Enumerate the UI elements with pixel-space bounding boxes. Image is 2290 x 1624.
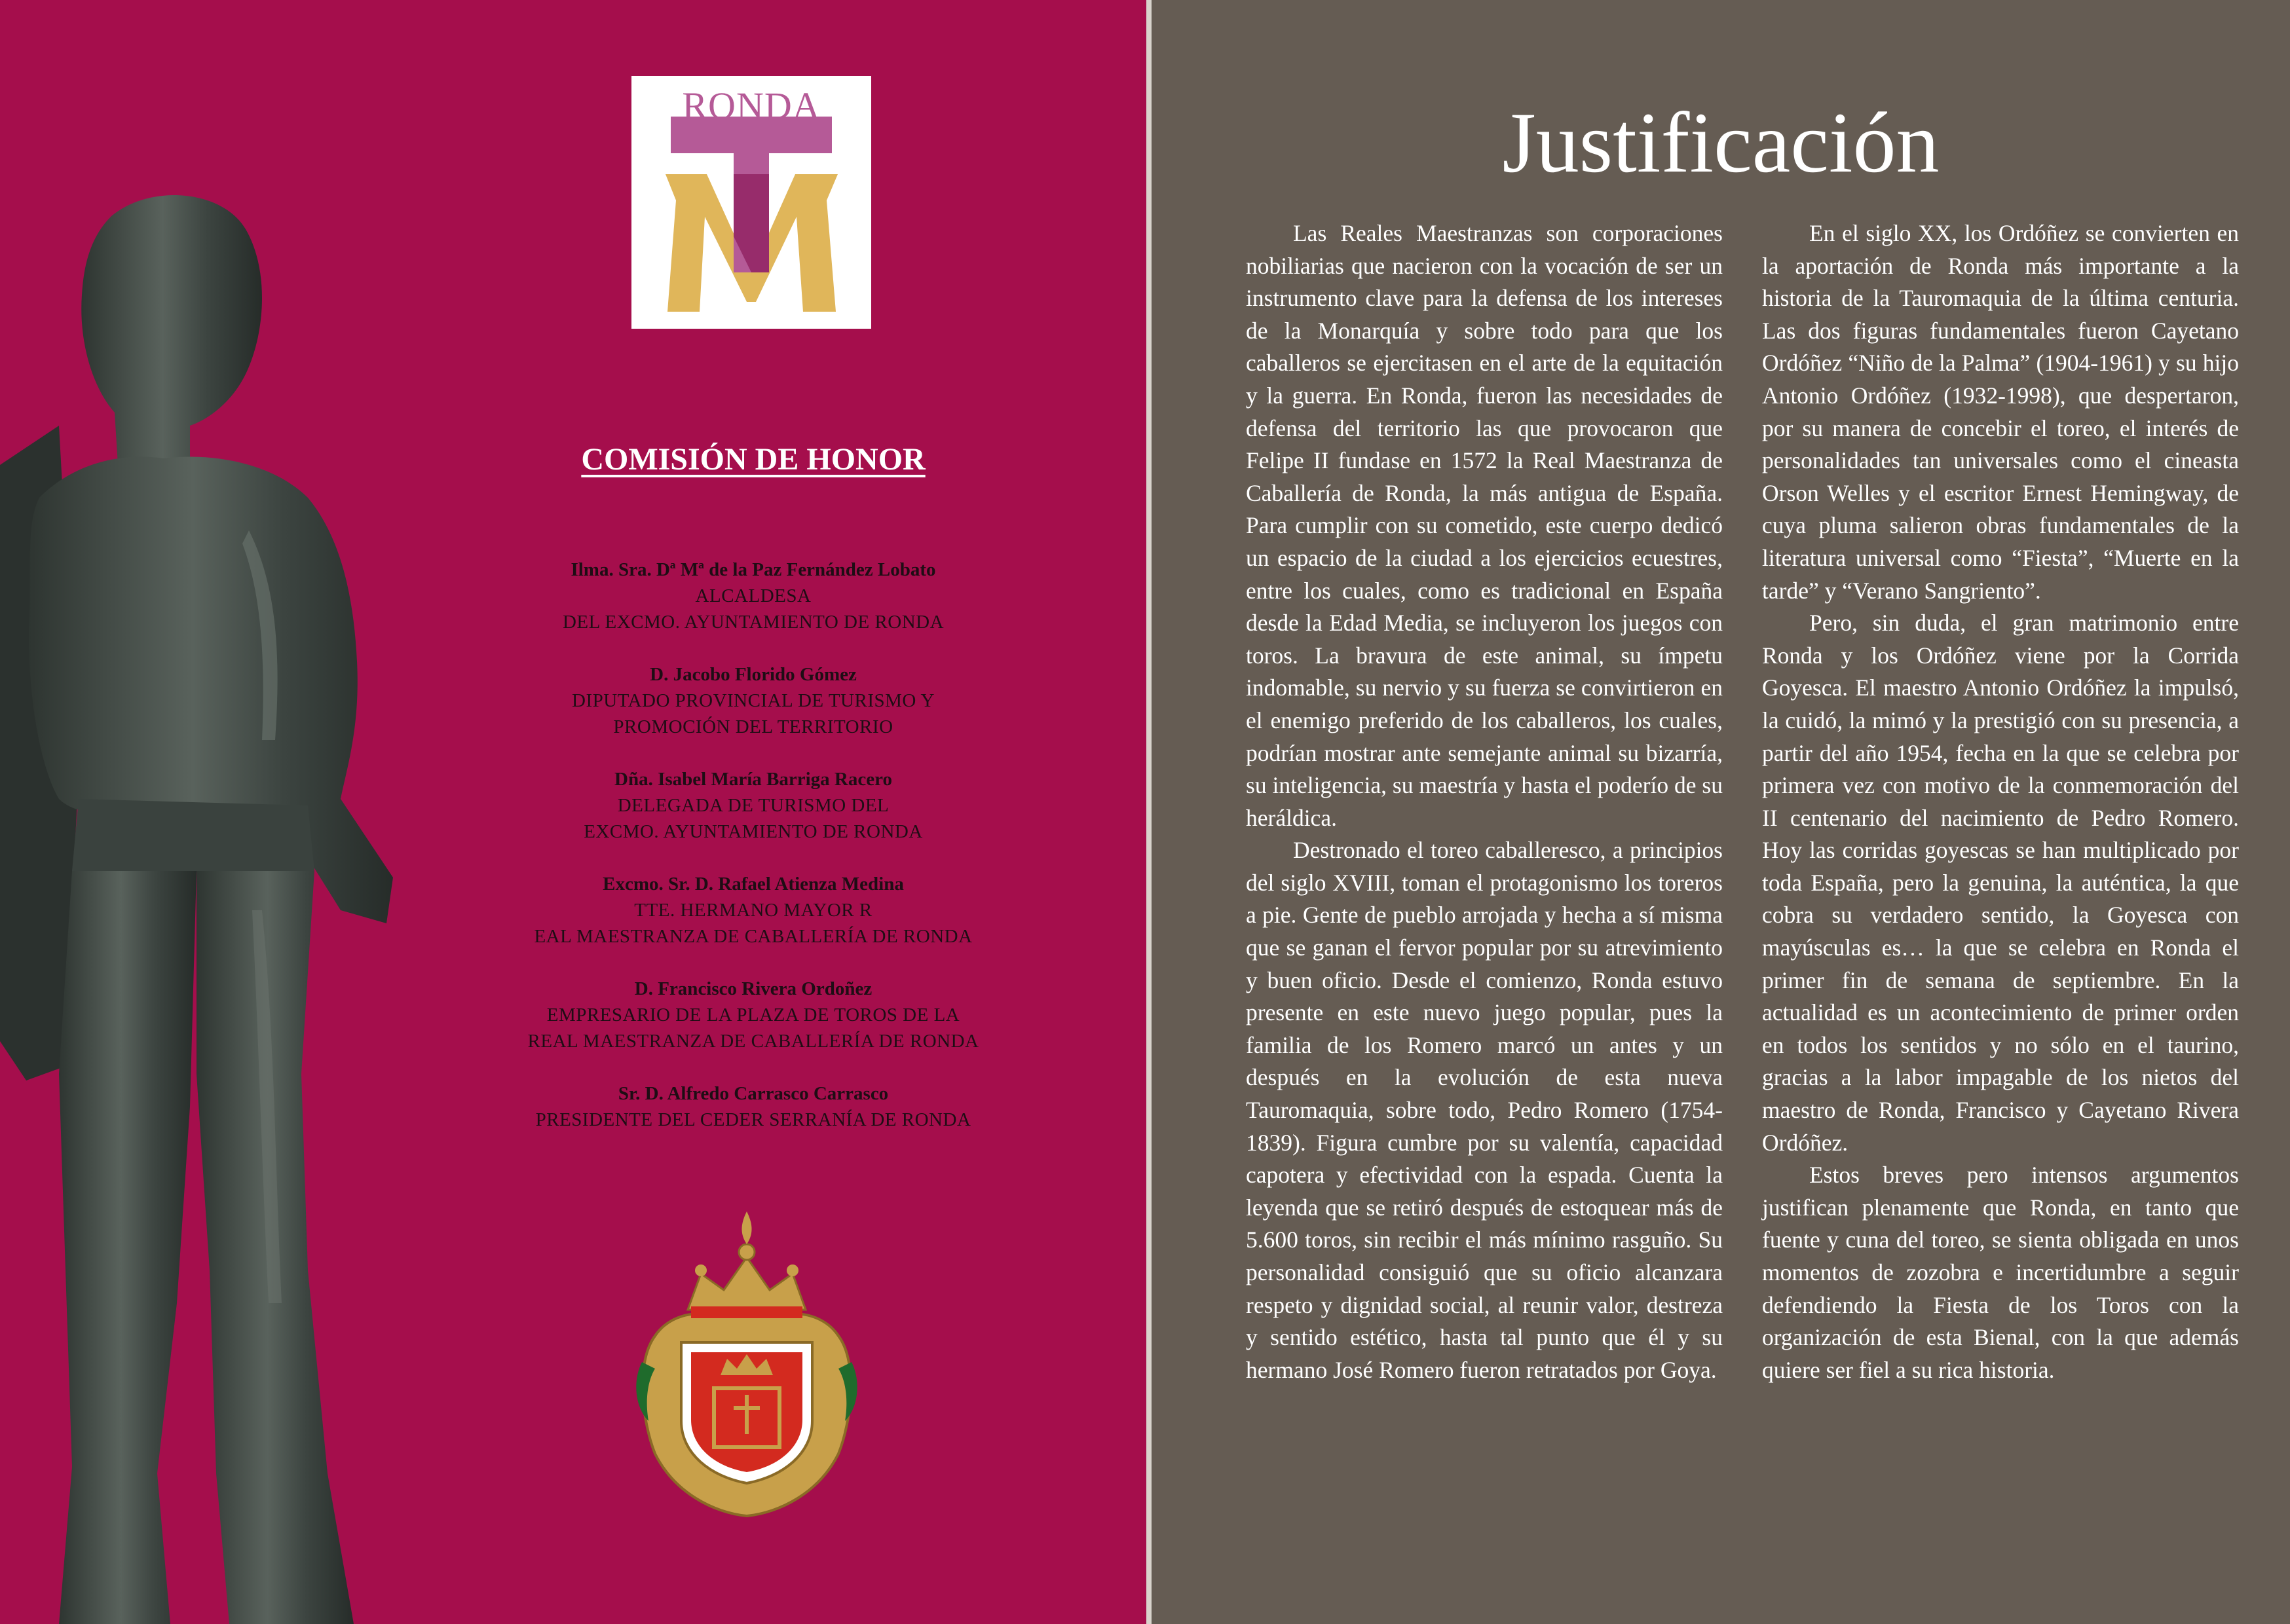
member-name: Dña. Isabel María Barriga Racero	[614, 769, 892, 790]
member-name: Ilma. Sra. Dª Mª de la Paz Fernández Lobato	[571, 559, 936, 580]
member-5	[459, 976, 1048, 1054]
paragraph: Las Reales Maestranzas son corporaciones nobiliarias que nacieron con la vocación de ser un instrumento clave para la defensa de los intereses de la Monarquía y sobre todo para que los caballeros se ejercitasen en el arte de la equitación y la guerra. En Ronda, fueron las necesidades de defensa del territorio las que provocaron que Felipe II fundase en 1572 la Real Maestranza de Caballería de Ronda, la más antigua de España. Para cumplir con su cometido, este cuerpo dedicó un espacio de la ciudad a los ejercicios ecuestres, entre los cuales, como es tradicional en España desde la Edad Media, se incluyeron los juegos con toros. La bravura de este animal, su ímpetu indomable, su nervio y su fuerza se convirtieron en el enemigo preferido de los caballeros, los cuales, podrían mostrar ante semejante animal su bizarría, su inteligencia, su maestría y hasta el poderío de su heráldica.	[1246, 220, 1723, 831]
justification-title: Justificación	[1502, 94, 1940, 191]
member-role: EXCMO. AYUNTAMIENTO DE RONDA	[584, 821, 923, 842]
paragraph: Pero, sin duda, el gran matrimonio entre Ronda y los Ordóñez viene por la Corrida Goyesca. El maestro Antonio Ordóñez la impulsó, la cuidó, la mimó y la prestigió con su presencia, a partir del año 1954, fecha en la que se celebra por primera vez con motivo de la conmemoración del II centenario del nacimiento de Pedro Romero. Hoy las corridas goyescas se han multiplicado por toda España, pero la genuina, la auténtica, la que cobra su verdadero sentido, la Goyesca con mayúsculas es… la que se celebra en Ronda el primer fin de semana de septiembre. En la actualidad es un acontecimiento de primer orden en todos los sentidos y no sólo en el taurino, gracias a la labor impagable de los nietos del maestro de Ronda, Francisco y Cayetano Rivera Ordóñez.	[1762, 610, 2239, 1156]
paragraph: Estos breves pero intensos argumentos justifican plenamente que Ronda, en tanto que fuente y cuna del toreo, se sienta obligada en unos momentos de zozobra e incertidumbre a seguir defendiendo la Fiesta de los Toros con la organización de esta Bienal, con la que además quiere ser fiel a su rica historia.	[1762, 1162, 2239, 1383]
member-name: D. Francisco Rivera Ordoñez	[634, 978, 873, 999]
member-role: DIPUTADO PROVINCIAL DE TURISMO Y	[572, 690, 935, 711]
page-spine	[1146, 0, 1152, 1624]
member-3	[459, 766, 1048, 845]
member-role: DELEGADA DE TURISMO DEL	[617, 795, 890, 816]
member-4	[459, 871, 1048, 950]
member-role: DEL EXCMO. AYUNTAMIENTO DE RONDA	[562, 612, 945, 633]
member-role: PRESIDENTE DEL CEDER SERRANÍA DE RONDA	[535, 1109, 971, 1130]
member-role: EMPRESARIO DE LA PLAZA DE TOROS DE LA	[546, 1005, 960, 1025]
member-role: EAL MAESTRANZA DE CABALLERÍA DE RONDA	[534, 926, 973, 947]
paragraph: En el siglo XX, los Ordóñez se convierten en la aportación de Ronda más importante a la historia de la Tauromaquia de la última centuria. Las dos figuras fundamentales fueron Cayetano Ordóñez “Niño de la Palma” (1904-1961) y su hijo Antonio Ordóñez (1932-1998), que despertaron, por su manera de concebir el toreo, el interés de personalidades tan universales como el cineasta Orson Welles y el escritor Ernest Hemingway, de cuya pluma salieron obras fundamentales de la literatura universal como “Fiesta”, “Muerte en la tarde” y “Verano Sangriento”.	[1762, 220, 2239, 604]
member-role: ALCALDESA	[695, 585, 812, 606]
paragraph: Destronado el toreo caballeresco, a principios del siglo XVIII, toman el protagonismo los toreros a pie. Gente de pueblo arrojada y hecha a sí misma que se ganan el fervor popular por su atrevimiento y buen oficio. Desde el comienzo, Ronda estuvo presente en este nuevo juego popular, pues la familia de los Romero marcó un antes y un después en la evolución de esta nueva Tauromaquia, sobre todo, Pedro Romero (1754-1839). Figura cumbre por su valentía, capacidad capotera y efectividad con la espada. Cuenta la leyenda que se retiró después de estoquear más de 5.600 toros, sin recibir el más mínimo rasguño. Su personalidad consiguió que su oficio alcanzara respeto y dignidad social, al reunir valor, destreza y sentido estético, hasta tal punto que él y su hermano José Romero fueron retratados por Goya.	[1246, 837, 1723, 1383]
member-1	[459, 557, 1048, 635]
member-name: Sr. D. Alfredo Carrasco Carrasco	[618, 1083, 889, 1104]
member-role: PROMOCIÓN DEL TERRITORIO	[613, 716, 893, 737]
honor-committee-title: COMISIÓN DE HONOR	[581, 442, 926, 477]
text-column-2	[1762, 217, 2239, 1386]
member-name: Excmo. Sr. D. Rafael Atienza Medina	[603, 874, 904, 895]
member-2	[459, 661, 1048, 740]
member-role: TTE. HERMANO MAYOR R	[634, 900, 873, 921]
member-role: REAL MAESTRANZA DE CABALLERÍA DE RONDA	[527, 1031, 979, 1052]
member-6	[459, 1080, 1048, 1133]
logo-ronda-text: RONDA	[682, 84, 821, 127]
ronda-coat-of-arms-icon	[629, 1211, 865, 1519]
member-name: D. Jacobo Florido Gómez	[650, 664, 857, 685]
ronda-tm-logo	[631, 76, 871, 329]
text-column-1	[1246, 217, 1723, 1386]
